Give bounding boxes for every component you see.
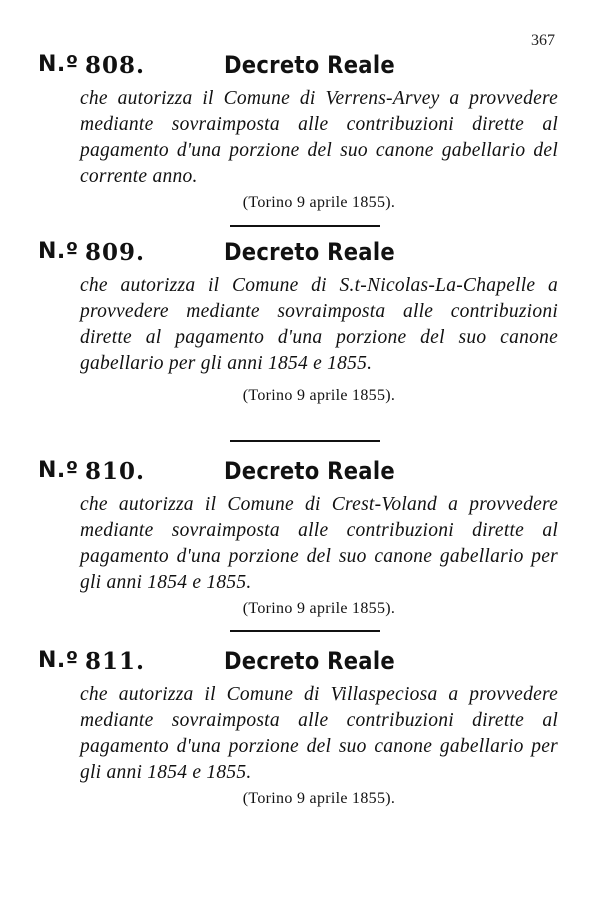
decree-header [38, 239, 558, 273]
decree-date: (Torino 9 aprile 1855). [242, 790, 396, 807]
decree-no-label: N.º [38, 648, 79, 673]
decree-header [38, 648, 558, 682]
divider [230, 440, 380, 442]
decree-no-label: N.º [38, 239, 79, 264]
decree-809 [38, 239, 558, 407]
decree-number: 809. [85, 239, 146, 266]
decree-header [38, 458, 558, 492]
decree-body: che autorizza il Comune di Crest-Voland a provvedere mediante sovraimposta alle contribuzioni dirette al pagamento d'una porzione del suo canone gabellario per gli anni 1854 e 1855. [80, 494, 558, 593]
decree-header [38, 52, 558, 86]
decree-heading: Decreto Reale [224, 238, 395, 266]
decree-811 [38, 648, 558, 810]
decree-body: che autorizza il Comune di S.t-Nicolas-La-Chapelle a provvedere mediante sovraimposta alle contribuzioni dirette al pagamento d'una porzione del suo canone gabellario per gli anni 1854 e 1855. [80, 275, 558, 374]
decree-heading: Decreto Reale [224, 51, 395, 79]
decree-808 [38, 52, 558, 214]
decree-date: (Torino 9 aprile 1855). [242, 194, 396, 211]
decree-date: (Torino 9 aprile 1855). [242, 600, 396, 617]
decree-810 [38, 458, 558, 620]
decree-body: che autorizza il Comune di Verrens-Arvey a provvedere mediante sovraimposta alle contribuzioni dirette al pagamento d'una porzione del suo canone gabellario del corrente anno. [80, 88, 558, 187]
decree-number: 810. [85, 458, 146, 485]
decree-heading: Decreto Reale [224, 457, 395, 485]
decree-number: 811. [85, 648, 146, 675]
divider [230, 630, 380, 632]
decree-body: che autorizza il Comune di Villaspeciosa a provvedere mediante sovraimposta alle contribuzioni dirette al pagamento d'una porzione del suo canone gabellario per gli anni 1854 e 1855. [80, 684, 558, 783]
decree-date: (Torino 9 aprile 1855). [242, 387, 396, 404]
page-number: 367 [531, 32, 555, 49]
decree-heading: Decreto Reale [224, 647, 395, 675]
decree-no-label: N.º [38, 458, 79, 483]
decree-number: 808. [85, 52, 146, 79]
decree-no-label: N.º [38, 52, 79, 77]
divider [230, 225, 380, 227]
